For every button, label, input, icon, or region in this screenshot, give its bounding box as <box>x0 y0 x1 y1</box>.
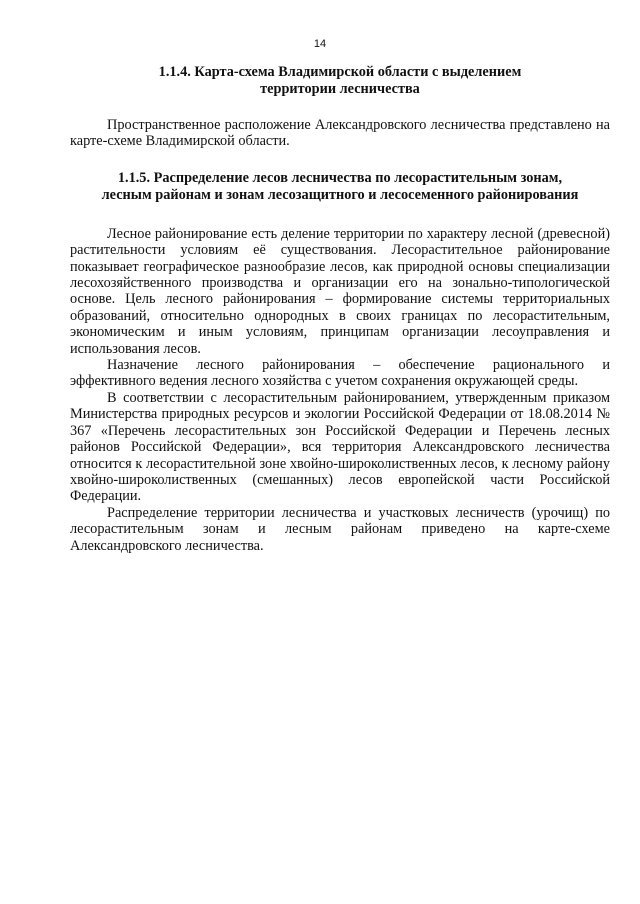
section-heading-1-1-5 <box>70 170 610 204</box>
section-heading-1-1-4 <box>70 64 610 98</box>
page-content <box>70 64 610 554</box>
zoning-purpose-paragraph: Назначение лесного районирования – обеспечение рационального и эффективного ведения лесного хозяйства с учетом сохранения окружающей среды. <box>70 357 610 390</box>
heading-line: территории лесничества <box>260 81 420 97</box>
distribution-paragraph: Распределение территории лесничества и участковых лесничеств (урочищ) по лесорастительным зонам и лесным районам приведено на карте-схеме Александровского лесничества. <box>70 504 610 554</box>
zoning-order-paragraph: В соответствии с лесорастительным районированием, утвержденным приказом Министерства природных ресурсов и экологии Российской Федерации от 18.08.2014 № 367 «Перечень лесорастительных зон Российской Федерации и Перечень лесных районов Российской Федерации», вся территория Александровского лесничества относится к лесорастительной зоне хвойно-широколиственных лесов, к лесному району хвойно-широколиственных (смешанных) лесов европейской части Российской Федерации. <box>70 389 610 505</box>
heading-line: лесным районам и зонам лесозащитного и лесосеменного районирования <box>101 186 579 203</box>
zoning-definition-paragraph: Лесное районирование есть деление территории по характеру лесной (древесной) растительности условиям её существования. Лесорастительное районирование показывает географическое разнообразие лесов, как природной основы специализации лесохозяйственного производства и организации его на зонально-типологической основе. Цель лесного районирования – формирование системы территориальных образований, относительно однородных в своих границах по лесорастительным, экономическим и иным условиям, принципам организации лесоуправления и использования лесов. <box>70 225 610 357</box>
page-number: 14 <box>313 38 327 50</box>
location-paragraph: Пространственное расположение Александровского лесничества представлено на карте-схеме Владимирской области. <box>70 117 610 150</box>
heading-line: 1.1.4. Карта-схема Владимирской области с выделением <box>158 64 522 80</box>
heading-line: 1.1.5. Распределение лесов лесничества по лесорастительным зонам, <box>117 169 563 186</box>
